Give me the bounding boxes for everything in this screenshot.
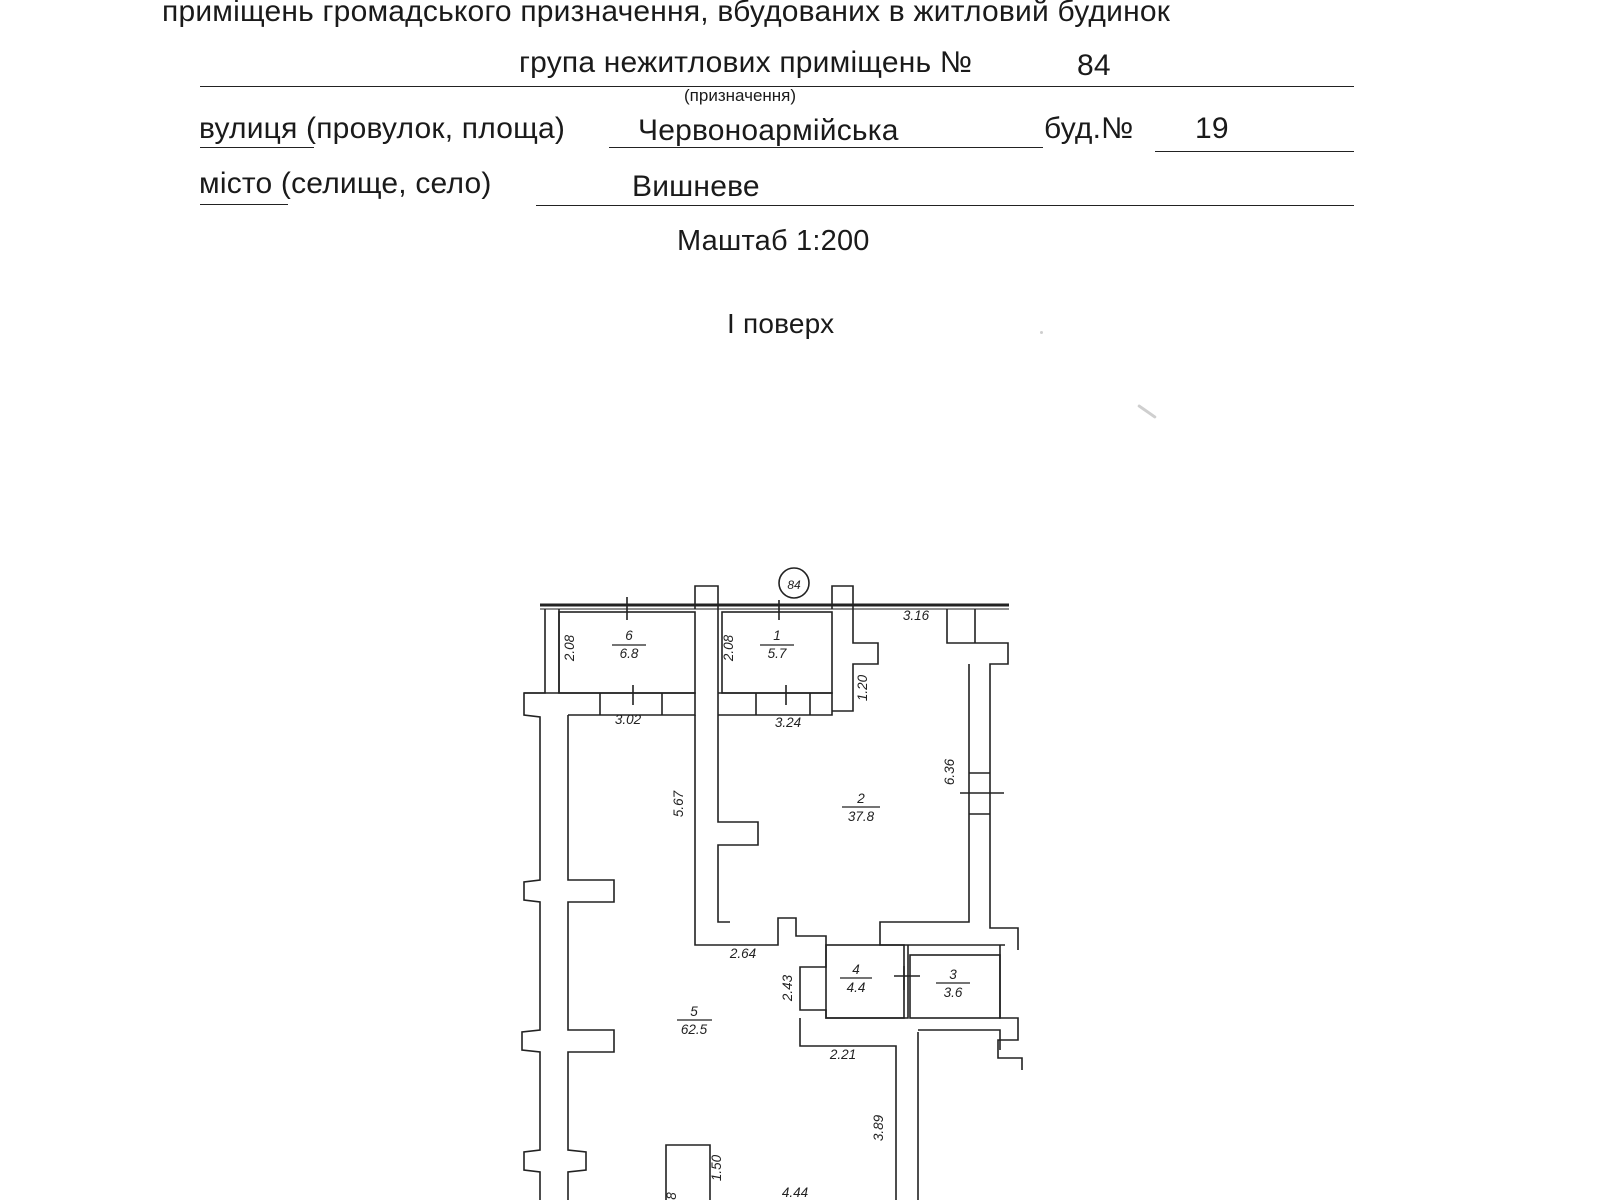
street-value: Червоноармійська	[638, 114, 899, 147]
room-3-right-wall	[998, 945, 1022, 1070]
dimension-label: 4.44	[781, 1185, 809, 1200]
building-number: 19	[1195, 112, 1229, 145]
document-heading: приміщень громадського призначення, вбудованих в житловий будинок	[162, 0, 1171, 28]
left-wall	[522, 609, 545, 1200]
city-value: Вишневе	[632, 170, 760, 203]
room-4-number: 4	[852, 962, 860, 977]
dimension-label: 8	[664, 1192, 679, 1200]
dimension-label: 6.36	[942, 758, 957, 786]
floor-label: І поверх	[727, 308, 835, 339]
group-number: 84	[1077, 49, 1111, 82]
bottom-partition	[666, 1145, 710, 1200]
room-2-area: 37.8	[847, 809, 875, 824]
rooms-3-4-wall	[740, 918, 908, 1018]
lower-right-wall	[800, 1018, 896, 1200]
room-6-number: 6	[625, 628, 633, 643]
dimension-label: 5.67	[671, 790, 686, 818]
group-label: група нежитлових приміщень №	[519, 46, 973, 79]
purpose-caption: (призначення)	[684, 86, 797, 105]
dimension-label: 3.24	[774, 715, 802, 730]
dimension-label: 2.64	[729, 946, 757, 961]
dimension-label: 2.21	[829, 1047, 857, 1062]
dimension-label: 2.43	[780, 974, 795, 1002]
room-6-bottom-wall	[524, 693, 695, 715]
street-label: вулиця (провулок, площа)	[199, 112, 566, 145]
dimension-label: 2.08	[721, 634, 736, 662]
room-3-number: 3	[949, 967, 957, 982]
dimension-label: 1.20	[855, 674, 870, 702]
room-2-number: 2	[857, 791, 865, 806]
dimension-label: 3.02	[614, 712, 642, 727]
dimension-label: 3.89	[871, 1114, 886, 1142]
room-2-right-wall	[947, 609, 1018, 950]
city-label: місто (селище, село)	[199, 167, 492, 200]
left-corridor-wall	[568, 715, 614, 1200]
scale-label: Маштаб 1:200	[677, 225, 870, 257]
room-4-area: 4.4	[846, 980, 866, 995]
dimension-label: 2.08	[562, 634, 577, 662]
group-marker-label: 84	[787, 578, 801, 592]
room-2-east-wall	[880, 664, 1005, 945]
building-label: буд.№	[1044, 112, 1134, 145]
room-5-area: 62.5	[680, 1022, 708, 1037]
dimension-label: 3.16	[902, 608, 930, 623]
room-1-area: 5.7	[767, 646, 787, 661]
dimension-label: 1.50	[709, 1154, 724, 1182]
room-5-number: 5	[690, 1004, 698, 1019]
room-6-area: 6.8	[619, 646, 639, 661]
lower-right-jog	[918, 1030, 1000, 1050]
room-1-number: 1	[773, 628, 781, 643]
room-1-bottom-wall	[718, 693, 832, 715]
room-3-area: 3.6	[943, 985, 963, 1000]
